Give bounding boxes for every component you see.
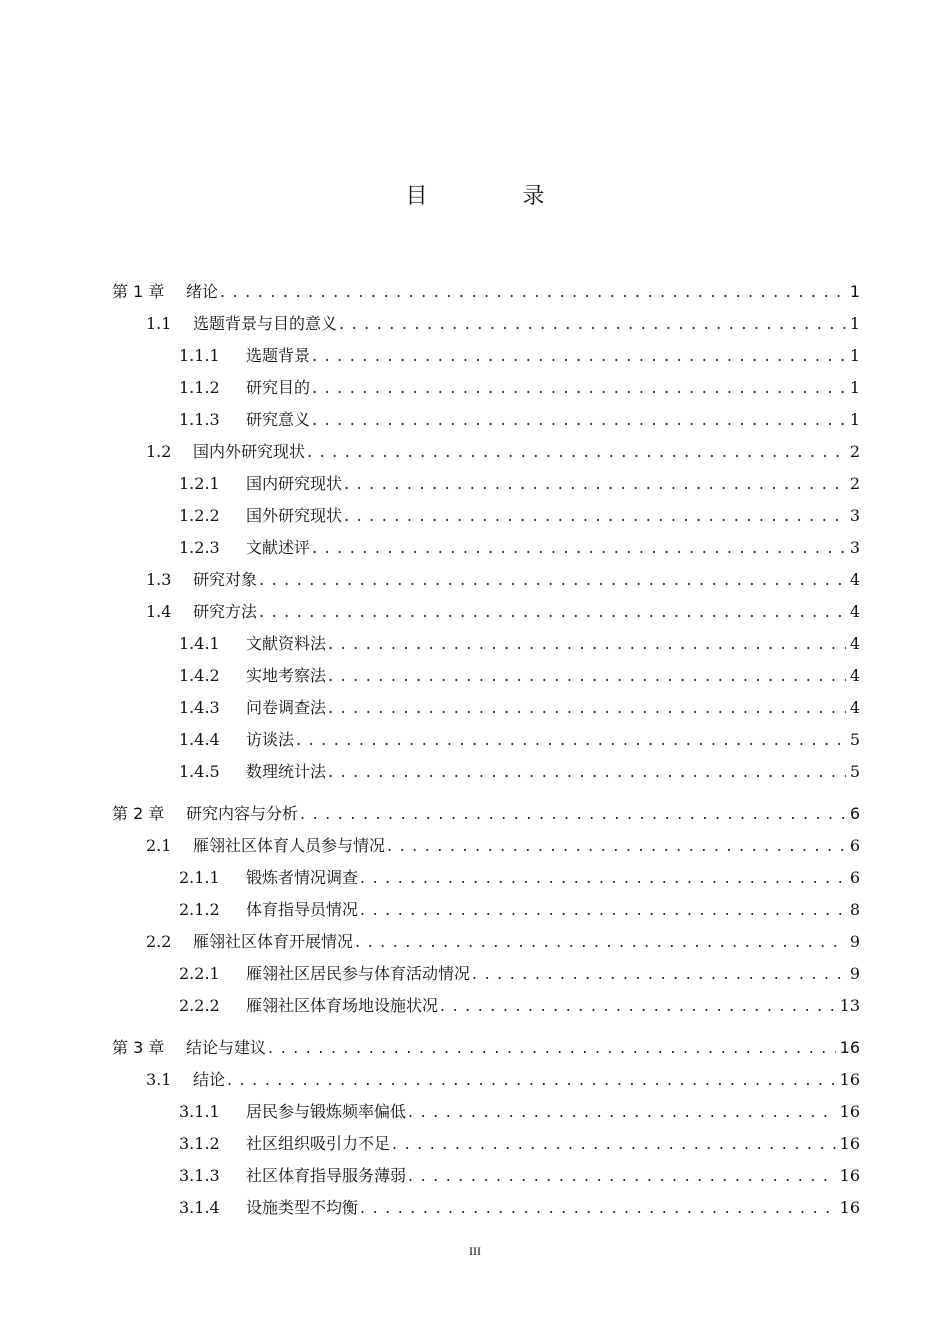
toc-entry-label: 选题背景 [246,346,311,365]
toc-entry-page: 5 [849,762,860,781]
toc-section-entry[interactable] [112,564,860,596]
toc-entry-label: 研究内容与分析 [186,804,299,823]
toc-entry-number: 第 1 章 [112,282,165,301]
dot-leader [408,1096,836,1128]
toc-entry-label: 文献资料法 [246,634,327,653]
toc-entry-number: 1.3 [146,570,172,589]
toc-entry-page: 8 [849,900,860,919]
toc-entry-page: 6 [849,868,860,887]
toc-entry-page: 5 [849,730,860,749]
toc-entry-number: 2.2.1 [179,964,220,983]
toc-entry-label: 国外研究现状 [246,506,343,525]
toc-entry-page: 4 [849,666,860,685]
toc-entry-page: 3 [849,538,860,557]
toc-entry-number: 1.1.2 [179,378,220,397]
toc-entry-label: 文献述评 [246,538,311,557]
dot-leader [268,1032,836,1064]
dot-leader [312,340,846,372]
toc-entry-page: 1 [849,378,860,397]
toc-entry-label: 结论与建议 [186,1038,267,1057]
page-number: III [469,1244,481,1258]
dot-leader [392,1128,836,1160]
toc-section-entry[interactable] [112,1128,860,1160]
toc-section-entry[interactable] [112,468,860,500]
dot-leader [339,308,846,340]
dot-leader [355,926,846,958]
toc-entry-number: 3.1.1 [179,1102,220,1121]
dot-leader [307,436,846,468]
toc-entry-page: 13 [839,996,860,1015]
dot-leader [344,500,846,532]
dot-leader [296,724,846,756]
toc-section-entry[interactable] [112,372,860,404]
toc-entry-label: 研究目的 [246,378,311,397]
dot-leader [360,1192,836,1224]
dot-leader [328,692,846,724]
toc-entry-number: 1.4 [146,602,172,621]
toc-chapter-entry[interactable] [112,276,860,308]
toc-entry-label: 实地考察法 [246,666,327,685]
toc-section-entry[interactable] [112,532,860,564]
toc-section-entry[interactable] [112,1160,860,1192]
dot-leader [472,958,846,990]
toc-entry-page: 3 [849,506,860,525]
dot-leader [220,276,846,308]
toc-section-entry[interactable] [112,862,860,894]
toc-entry-label: 国内外研究现状 [193,442,306,461]
dot-leader [259,596,846,628]
toc-entry-number: 1.4.5 [179,762,220,781]
toc-entry-number: 3.1.3 [179,1166,220,1185]
toc-entry-number: 2.2 [146,932,172,951]
dot-leader [227,1064,836,1096]
toc-section-entry[interactable] [112,894,860,926]
toc-entry-number: 1.2.2 [179,506,220,525]
toc-entry-number: 3.1.2 [179,1134,220,1153]
toc-entry-label: 雁翎社区体育场地设施状况 [246,996,439,1015]
toc-entry-number: 第 3 章 [112,1038,165,1057]
toc-entry-page: 6 [849,836,860,855]
toc-entry-label: 体育指导员情况 [246,900,359,919]
dot-leader [328,660,846,692]
toc-entry-page: 4 [849,570,860,589]
toc-entry-label: 研究方法 [193,602,258,621]
toc-entry-number: 3.1 [146,1070,172,1089]
toc-section-entry[interactable] [112,660,860,692]
toc-entry-page: 16 [839,1166,860,1185]
toc-section-entry[interactable] [112,1192,860,1224]
toc-entry-page: 16 [839,1102,860,1121]
toc-entry-page: 16 [839,1198,860,1217]
dot-leader [328,756,846,788]
toc-entry-page: 1 [849,346,860,365]
toc-entry-label: 问卷调查法 [246,698,327,717]
toc-section-entry[interactable] [112,692,860,724]
toc-entry-number: 2.1 [146,836,172,855]
dot-leader [360,862,846,894]
toc-section-entry[interactable] [112,724,860,756]
table-of-contents [112,276,860,1224]
toc-entry-label: 锻炼者情况调查 [246,868,359,887]
toc-section-entry[interactable] [112,1064,860,1096]
toc-entry-number: 1.2 [146,442,172,461]
toc-entry-label: 研究意义 [246,410,311,429]
toc-entry-page: 2 [849,474,860,493]
toc-entry-page: 1 [849,314,860,333]
toc-section-entry[interactable] [112,830,860,862]
toc-chapter-entry[interactable] [112,1032,860,1064]
toc-entry-label: 雁翎社区体育人员参与情况 [193,836,386,855]
toc-entry-page: 4 [849,602,860,621]
toc-entry-page: 6 [849,804,860,823]
toc-entry-number: 3.1.4 [179,1198,220,1217]
toc-section-entry[interactable] [112,756,860,788]
toc-entry-number: 1.2.1 [179,474,220,493]
toc-entry-page: 9 [849,932,860,951]
toc-section-entry[interactable] [112,1096,860,1128]
toc-entry-number: 2.1.2 [179,900,220,919]
toc-entry-number: 1.4.2 [179,666,220,685]
toc-entry-label: 社区体育指导服务薄弱 [246,1166,407,1185]
page-title: 目 录 [405,184,589,209]
toc-entry-label: 雁翎社区体育开展情况 [193,932,354,951]
dot-leader [312,404,846,436]
toc-entry-number: 2.2.2 [179,996,220,1015]
toc-entry-page: 4 [849,698,860,717]
toc-section-entry[interactable] [112,990,860,1022]
toc-entry-number: 1.1 [146,314,172,333]
toc-entry-number: 第 2 章 [112,804,165,823]
dot-leader [344,468,846,500]
toc-entry-label: 绪论 [186,282,219,301]
toc-entry-page: 16 [839,1038,860,1057]
dot-leader [387,830,846,862]
toc-entry-number: 1.1.3 [179,410,220,429]
toc-entry-number: 2.1.1 [179,868,220,887]
dot-leader [360,894,846,926]
toc-entry-label: 雁翎社区居民参与体育活动情况 [246,964,471,983]
toc-entry-number: 1.4.1 [179,634,220,653]
toc-section-entry[interactable] [112,308,860,340]
toc-entry-label: 结论 [193,1070,226,1089]
toc-entry-number: 1.2.3 [179,538,220,557]
toc-entry-label: 居民参与锻炼频率偏低 [246,1102,407,1121]
toc-entry-page: 4 [849,634,860,653]
toc-chapter-entry[interactable] [112,798,860,830]
toc-section-entry[interactable] [112,340,860,372]
toc-entry-page: 1 [849,282,860,301]
dot-leader [440,990,836,1022]
toc-entry-page: 16 [839,1070,860,1089]
toc-section-entry[interactable] [112,958,860,990]
dot-leader [408,1160,836,1192]
dot-leader [328,628,846,660]
toc-entry-number: 1.1.1 [179,346,220,365]
toc-section-entry[interactable] [112,628,860,660]
toc-section-entry[interactable] [112,404,860,436]
toc-entry-label: 社区组织吸引力不足 [246,1134,391,1153]
dot-leader [259,564,846,596]
toc-section-entry[interactable] [112,926,860,958]
dot-leader [312,532,846,564]
toc-entry-page: 9 [849,964,860,983]
toc-section-entry[interactable] [112,500,860,532]
toc-entry-number: 1.4.4 [179,730,220,749]
toc-entry-label: 研究对象 [193,570,258,589]
toc-entry-label: 选题背景与目的意义 [193,314,338,333]
toc-entry-label: 国内研究现状 [246,474,343,493]
toc-entry-label: 数理统计法 [246,762,327,781]
toc-entry-label: 访谈法 [246,730,295,749]
toc-section-entry[interactable] [112,596,860,628]
toc-entry-page: 1 [849,410,860,429]
toc-entry-page: 2 [849,442,860,461]
dot-leader [300,798,846,830]
dot-leader [312,372,846,404]
toc-entry-label: 设施类型不均衡 [246,1198,359,1217]
toc-section-entry[interactable] [112,436,860,468]
toc-entry-page: 16 [839,1134,860,1153]
toc-entry-number: 1.4.3 [179,698,220,717]
